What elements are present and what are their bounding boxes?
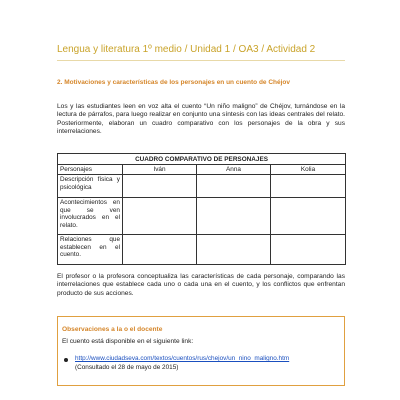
observations-box xyxy=(57,316,345,386)
table-cell xyxy=(197,175,271,198)
observations-text: El cuento está disponible en el siguiente link: xyxy=(62,338,194,345)
comparison-table xyxy=(57,153,346,265)
column-header-ivan: Iván xyxy=(123,165,197,175)
row-label-acontecimientos: Acontecimientos en que se ven involucrados en el relato. xyxy=(58,198,123,235)
column-header-personajes: Personajes xyxy=(58,165,123,175)
row-label-relaciones: Relaciones que establecen en el cuento. xyxy=(58,235,123,265)
table-cell xyxy=(123,175,197,198)
page-header-title: Lengua y literatura 1º medio / Unidad 1 / OA3 / Actividad 2 xyxy=(57,44,316,55)
table-row xyxy=(58,175,346,198)
row-label-descripcion: Descripción física y psicológica xyxy=(58,175,123,198)
table-cell xyxy=(123,198,197,235)
table-cell xyxy=(123,235,197,265)
table-cell xyxy=(271,175,346,198)
table-cell xyxy=(197,198,271,235)
story-link[interactable]: http://www.ciudadseva.com/textos/cuentos/rus/chejov/un_nino_maligno.htm xyxy=(75,355,290,362)
teacher-paragraph: El profesor o la profesora conceptualiza las características de cada personaje, comparando las interrelaciones que establece cada uno o cada una en el cuento, y los conflictos que enfrentan producto de sus acciones. xyxy=(57,273,345,297)
column-header-kolia: Kolia xyxy=(271,165,346,175)
table-row xyxy=(58,198,346,235)
intro-paragraph: Los y las estudiantes leen en voz alta el cuento “Un niño maligno” de Chéjov, turnándose en la lectura de párrafos, para luego realizar en conjunto una síntesis con las ideas centrales del relato. Posteriormente, elaboran un cuadro comparativo con los personajes de la obra y sus interrelaciones. xyxy=(57,103,345,136)
table-row xyxy=(58,235,346,265)
consulted-date: (Consultado el 28 de mayo de 2015) xyxy=(75,364,179,371)
table-cell xyxy=(271,198,346,235)
bullet-icon xyxy=(64,358,68,362)
table-cell xyxy=(197,235,271,265)
table-title: CUADRO COMPARATIVO DE PERSONAJES xyxy=(58,154,346,165)
header-divider xyxy=(57,60,345,61)
observations-title: Observaciones a la o el docente xyxy=(62,326,163,333)
table-cell xyxy=(271,235,346,265)
section-heading: 2. Motivaciones y características de los personajes en un cuento de Chéjov xyxy=(57,79,291,86)
column-header-anna: Anna xyxy=(197,165,271,175)
